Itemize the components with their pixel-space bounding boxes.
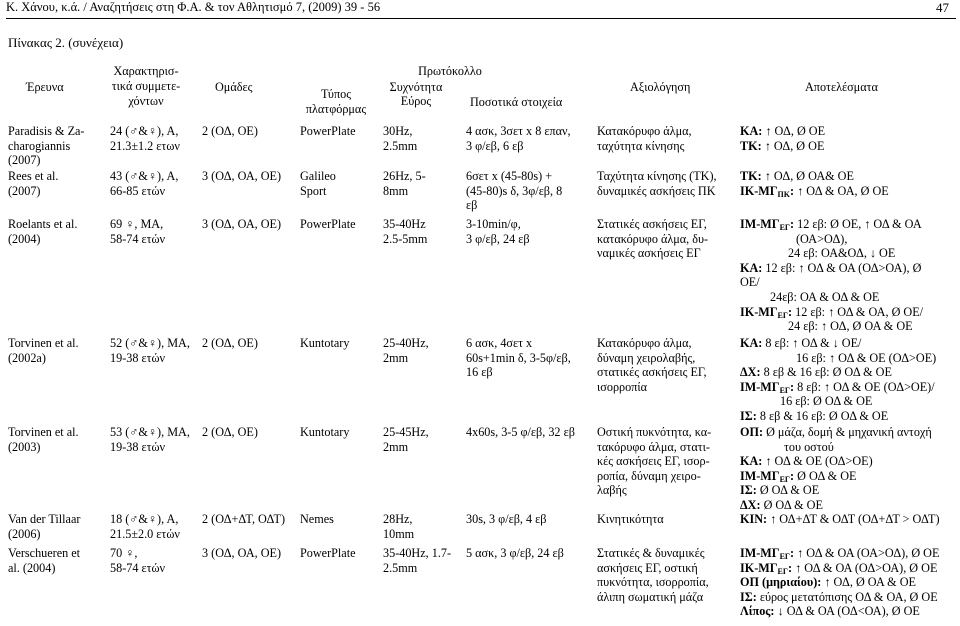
cell-results-line: του οστού (784, 439, 834, 454)
cell-platform-line: Galileo (300, 169, 336, 183)
cell-quant-line: 4 ασκ, 3σετ x 8 επαν, (466, 124, 571, 138)
cell-results-line: $IK-M\Gamma_{E\Gamma}$: ↑ ΟΔ & ΟΑ (ΟΔ>ΟΑ), Ø ΟΕ (740, 560, 938, 576)
cell-assessment-line: Οστική πυκνότητα, κα- (597, 425, 712, 439)
col-header-quantitative: Ποσοτικά στοιχεία (470, 95, 563, 109)
cell-results-line: ΟΠ (μηριαίου): ↑ ΟΔ, Ø ΟΑ & ΟΕ (740, 575, 916, 590)
cell-participants-line: 70 ♀, (110, 546, 138, 560)
cell-results-line: 24 εβ: ΟΑ&ΟΔ, ↓ ΟΕ (788, 246, 896, 261)
cell-assessment-line: ισορροπία (597, 379, 648, 394)
cell-study-line: (2006) (8, 526, 41, 541)
cell-groups: 3 (ΟΔ, ΟΑ, ΟΕ) (202, 217, 282, 231)
cell-assessment: Κινητικότητα (597, 512, 664, 526)
cell-freq-line: 2.5mm (383, 560, 418, 575)
cell-participants-line: 19-38 ετών (110, 439, 166, 454)
cell-results-line: 24 εβ: ↑ ΟΔ, Ø ΟΑ & ΟΕ (788, 319, 913, 334)
cell-results-line: 16 εβ: Ø ΟΔ & ΟΕ (780, 394, 873, 409)
cell-freq-line: 35-40Hz, 1.7- (383, 546, 452, 560)
cell-study-line: (2007) (8, 153, 41, 168)
cell-groups: 2 (ΟΔ+ΔΤ, ΟΔΤ) (202, 512, 286, 526)
cell-results-line: ΙΣ: εύρος μετατόπισης ΟΔ & ΟΑ, Ø ΟΕ (740, 589, 938, 604)
cell-participants-line: 18 (♂&♀), A, (110, 512, 179, 526)
cell-participants-line: 24 (♂&♀), A, (110, 124, 179, 138)
col-header-participants-line1: Χαρακτηρισ- (113, 64, 179, 78)
cell-groups: 2 (ΟΔ, ΟΕ) (202, 425, 258, 439)
cell-results-line: ΙΣ: 8 εβ & 16 εβ: Ø ΟΔ & ΟΕ (740, 409, 889, 423)
col-header-participants-line2: τικά συμμετε- (111, 79, 181, 93)
col-header-study: Έρευνα (26, 80, 64, 94)
cell-quant-line: 16 εβ (466, 365, 493, 380)
cell-study-line: Roelants et al. (8, 217, 78, 231)
cell-participants-line: 58-74 ετών (110, 560, 166, 575)
col-header-frequency-line1: Συχνότητα (389, 80, 443, 94)
cell-assessment-line: Ταχύτητα κίνησης (ΤΚ), (597, 169, 717, 183)
cell-study-line: Torvinen et al. (8, 425, 79, 439)
cell-freq-line: 10mm (383, 526, 415, 541)
cell-assessment-line: πυκνότητα, ισορροπία, (597, 575, 709, 590)
cell-results-line: 16 εβ: ↑ ΟΔ & ΟΕ (ΟΔ>ΟΕ) (796, 350, 937, 365)
cell-study-line: Rees et al. (8, 169, 59, 183)
cell-platform: Kuntotary (300, 336, 350, 350)
cell-study-line: (2004) (8, 231, 41, 246)
cell-results-line: $IM-M\Gamma_{E\Gamma}$: ↑ ΟΔ & ΟΑ (ΟΑ>ΟΔ), Ø ΟΕ (740, 546, 940, 561)
col-header-results: Αποτελέσματα (805, 80, 878, 94)
header-rule (6, 18, 956, 19)
cell-quant-line: εβ (466, 198, 478, 213)
cell-assessment-line: Στατικές & δυναμικές (597, 546, 705, 560)
cell-platform-line: Sport (300, 183, 327, 198)
cell-groups: 2 (ΟΔ, ΟΕ) (202, 336, 258, 350)
cell-freq-line: 8mm (383, 183, 409, 198)
cell-results-line: $IM-M\Gamma_{E\Gamma}$: Ø ΟΔ & ΟΕ (740, 468, 857, 484)
cell-platform: Nemes (300, 512, 334, 526)
cell-freq-line: 2mm (383, 439, 409, 454)
cell-results-line: ΚΑ: ↑ ΟΔ & ΟΕ (ΟΔ>ΟΕ) (740, 454, 873, 469)
cell-assessment-line: ροπία, δύναμη χειρο- (597, 468, 701, 483)
cell-freq-line: 2mm (383, 350, 409, 365)
cell-results-line: $IM-M\Gamma_{E\Gamma}$: 12 εβ: Ø ΟΕ, ↑ ΟΔ & ΟΑ (740, 217, 922, 232)
cell-participants-line: 66-85 ετών (110, 183, 166, 198)
col-header-platform-line1: Τύπος (320, 87, 352, 101)
cell-quant-line: 3-10min/φ, (466, 217, 521, 231)
cell-assessment-line: κές ασκήσεις ΕΓ, ισορ- (597, 454, 710, 469)
cell-assessment-line: Κατακόρυφο άλμα, (597, 124, 692, 138)
cell-study-line: (2007) (8, 183, 41, 198)
cell-assessment-line: Στατικές ασκήσεις ΕΓ, (597, 217, 707, 231)
cell-participants-line: 53 (♂&♀), MA, (110, 425, 190, 439)
cell-results-line: ΔΧ: 8 εβ & 16 εβ: Ø ΟΔ & ΟΕ (740, 365, 892, 380)
cell-assessment-line: κατακόρυφο άλμα, δυ- (597, 231, 709, 246)
cell-freq-line: 26Hz, 5- (383, 169, 426, 183)
col-header-assessment: Αξιολόγηση (630, 80, 691, 94)
cell-results-line: ΚΑ: 8 εβ: ↑ ΟΔ & ↓ ΟΕ/ (740, 336, 862, 350)
cell-results-line: ΚΑ: 12 εβ: ↑ ΟΔ & ΟΑ (ΟΔ>ΟΑ), Ø (740, 260, 922, 275)
cell-participants-line: 69 ♀, MA, (110, 217, 164, 231)
cell-participants-line: 52 (♂&♀), MA, (110, 336, 190, 350)
table-title: Πίνακας 2. (συνέχεια) (8, 35, 124, 50)
col-header-platform-line2: πλατφόρμας (305, 102, 367, 116)
col-header-protocol: Πρωτόκολλο (418, 64, 482, 78)
cell-assessment-line: στατικές ασκήσεις ΕΓ, (597, 365, 707, 380)
cell-assessment-line: ταχύτητα κίνησης (597, 138, 685, 153)
cell-assessment-line: ασκήσεις ΕΓ, οστική (597, 560, 698, 575)
cell-assessment-line: ναμικές ασκήσεις ΕΓ (597, 246, 701, 261)
cell-freq-line: 30Hz, (383, 124, 413, 138)
cell-results-line: $IK-M\Gamma_{E\Gamma}$: 12 εβ: ↑ ΟΔ & ΟΑ, Ø ΟΕ/ (740, 304, 924, 320)
cell-freq-line: 35-40Hz (383, 217, 426, 231)
cell-participants-line: 19-38 ετών (110, 350, 166, 365)
cell-freq-line: 28Hz, (383, 512, 413, 526)
cell-quant: 30s, 3 φ/εβ, 4 εβ (466, 512, 547, 526)
cell-freq-line: 2.5-5mm (383, 231, 428, 246)
cell-platform: PowerPlate (300, 217, 356, 231)
cell-results-line: ΟΕ/ (740, 275, 760, 290)
cell-results-line: ΙΣ: Ø ΟΔ & ΟΕ (740, 483, 820, 498)
cell-results-line: ΔΧ: Ø ΟΔ & ΟΕ (740, 498, 823, 512)
cell-study-line: (2002a) (8, 350, 46, 365)
cell-assessment-line: λαβής (597, 483, 627, 498)
cell-results-line: $IK-M\Gamma_{\Pi K}$: ↑ ΟΔ & ΟΑ, Ø ΟΕ (740, 183, 889, 199)
cell-results-line: ΟΠ: Ø μάζα, δομή & μηχανική αντοχή (740, 425, 932, 439)
col-header-participants-line3: χόντων (128, 94, 164, 108)
cell-quant-line: 3 φ/εβ, 24 εβ (466, 231, 530, 246)
cell-study-line: (2003) (8, 439, 41, 454)
cell-platform: PowerPlate (300, 124, 356, 138)
cell-quant: 4x60s, 3-5 φ/εβ, 32 εβ (466, 425, 575, 439)
cell-quant-line: 3 φ/εβ, 6 εβ (466, 138, 524, 153)
cell-results-line: ΚΑ: ↑ ΟΔ, Ø ΟΕ (740, 124, 826, 138)
cell-study-line: Van der Tillaar (8, 512, 81, 526)
cell-study-line: Paradisis & Za- (8, 124, 85, 138)
cell-study-line: Torvinen et al. (8, 336, 79, 350)
cell-quant-line: 60s+1min δ, 3-5φ/εβ, (466, 350, 571, 365)
cell-quant: 5 ασκ, 3 φ/εβ, 24 εβ (466, 546, 564, 560)
cell-assessment-line: δύναμη χειρολαβής, (597, 350, 696, 365)
cell-participants-line: 58-74 ετών (110, 231, 166, 246)
cell-study-line: charogiannis (8, 138, 71, 153)
cell-results-line: ΤΚ: ↑ ΟΔ, Ø ΟΑ& ΟΕ (740, 169, 854, 183)
cell-platform: PowerPlate (300, 546, 356, 560)
page-number: 47 (936, 0, 949, 15)
cell-results-line: $IM-M\Gamma_{E\Gamma}$: 8 εβ: ↑ ΟΔ & ΟΕ (ΟΔ>ΟΕ)/ (740, 379, 935, 395)
cell-platform: Kuntotary (300, 425, 350, 439)
cell-study-line: al. (2004) (8, 560, 56, 575)
cell-quant-line: (45-80)s δ, 3φ/εβ, 8 (466, 183, 563, 198)
cell-groups: 3 (ΟΔ, ΟΑ, ΟΕ) (202, 546, 282, 560)
cell-participants-line: 43 (♂&♀), A, (110, 169, 179, 183)
cell-groups: 2 (ΟΔ, ΟΕ) (202, 124, 258, 138)
col-header-frequency-line2: Εύρος (400, 94, 432, 108)
cell-groups: 3 (ΟΔ, ΟΑ, ΟΕ) (202, 169, 282, 183)
cell-freq-line: 2.5mm (383, 138, 418, 153)
cell-participants-line: 21.3±1.2 ετων (110, 138, 180, 153)
cell-assessment-line: τακόρυφο άλμα, στατι- (597, 439, 710, 454)
running-header-citation: Κ. Χάνου, κ.ά. / Αναζητήσεις στη Φ.Α. & τον Αθλητισμό 7, (2009) 39 - 56 (6, 0, 381, 14)
cell-quant-line: 6 ασκ, 4σετ x (466, 336, 533, 350)
cell-results-line: ΤΚ: ↑ ΟΔ, Ø ΟΕ (740, 138, 825, 153)
cell-results-line: Λίπος: ↓ ΟΔ & ΟΑ (ΟΔ<ΟΑ), Ø ΟΕ (740, 604, 920, 619)
col-header-groups: Ομάδες (215, 80, 253, 94)
cell-quant-line: 6σετ x (45-80s) + (466, 169, 553, 183)
cell-assessment-line: άλιπη σωματική μάζα (597, 589, 704, 604)
cell-results-line: 24εβ: ΟΑ & ΟΔ & ΟΕ (770, 290, 880, 304)
cell-freq-line: 25-45Hz, (383, 425, 429, 439)
cell-results: ΚΙΝ: ↑ ΟΔ+ΔΤ & ΟΔΤ (ΟΔ+ΔΤ > ΟΔΤ) (740, 512, 940, 526)
cell-freq-line: 25-40Hz, (383, 336, 429, 350)
cell-participants-line: 21.5±2.0 ετών (110, 526, 180, 541)
cell-assessment-line: δυναμικές ασκήσεις ΠΚ (597, 183, 716, 198)
cell-assessment-line: Κατακόρυφο άλμα, (597, 336, 692, 350)
cell-results-line: (ΟΑ>ΟΔ), (796, 231, 848, 246)
cell-study-line: Verschueren et (8, 546, 81, 560)
